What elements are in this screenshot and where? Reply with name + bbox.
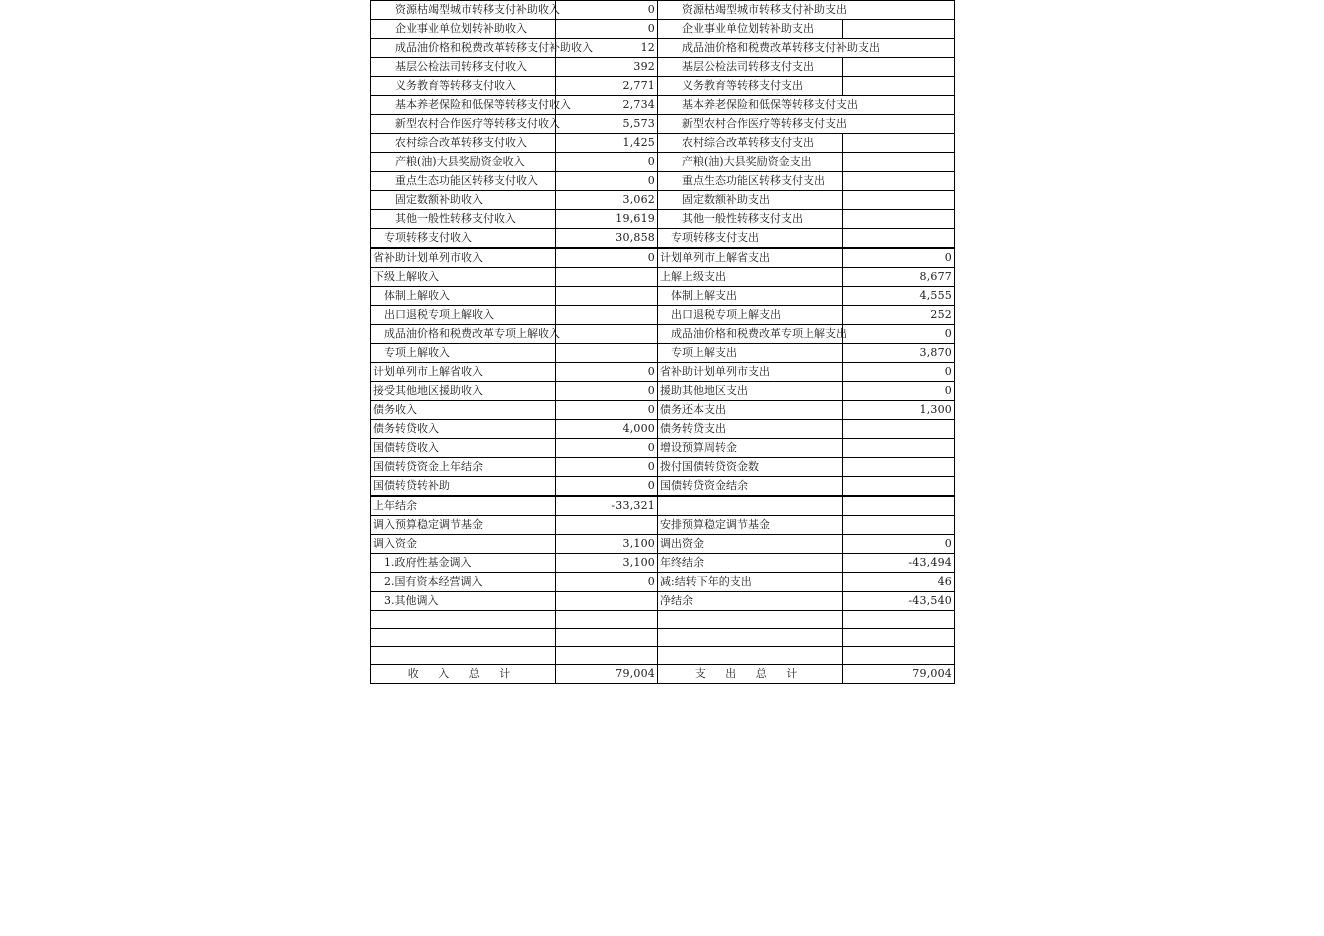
- table-row: [371, 153, 955, 172]
- income-total-label: 收 入 总 计: [371, 665, 556, 684]
- income-item-value: 0: [556, 573, 658, 592]
- expense-item-label: 调出资金: [658, 535, 843, 554]
- expense-item-label: 援助其他地区支出: [658, 382, 843, 401]
- income-item-value: [556, 592, 658, 611]
- expense-item-label: 新型农村合作医疗等转移支付支出: [658, 115, 955, 134]
- expense-item-label: 农村综合改革转移支付支出: [658, 134, 843, 153]
- table-row: [371, 248, 955, 268]
- income-item-label: 资源枯竭型城市转移支付补助收入: [371, 1, 556, 20]
- table-row: [371, 363, 955, 382]
- table-row: [371, 554, 955, 573]
- expense-item-label: 成品油价格和税费改革专项上解支出: [658, 325, 843, 344]
- expense-item-label: 年终结余: [658, 554, 843, 573]
- expense-item-value: [843, 516, 955, 535]
- budget-table: [370, 0, 955, 684]
- income-item-value: [556, 647, 658, 665]
- expense-item-label: 安排预算稳定调节基金: [658, 516, 843, 535]
- expense-item-label: 计划单列市上解省支出: [658, 248, 843, 268]
- income-item-value: 0: [556, 477, 658, 497]
- income-item-value: 0: [556, 382, 658, 401]
- income-item-label: [371, 629, 556, 647]
- income-item-label: 国债转贷转补助: [371, 477, 556, 497]
- expense-item-label: 上解上级支出: [658, 268, 843, 287]
- income-item-value: [556, 306, 658, 325]
- expense-item-value: [843, 172, 955, 191]
- expense-item-label: 债务转贷支出: [658, 420, 843, 439]
- income-item-value: 19,619: [556, 210, 658, 229]
- income-item-label: 国债转贷资金上年结余: [371, 458, 556, 477]
- expense-item-label: 企业事业单位划转补助支出: [658, 20, 843, 39]
- income-item-value: 0: [556, 248, 658, 268]
- expense-item-value: [843, 210, 955, 229]
- income-item-label: 调入资金: [371, 535, 556, 554]
- expense-item-value: -43,540: [843, 592, 955, 611]
- table-row: [371, 229, 955, 249]
- expense-item-value: [843, 420, 955, 439]
- table-row: [371, 535, 955, 554]
- expense-item-value: [843, 647, 955, 665]
- expense-item-label: 基本养老保险和低保等转移支付支出: [658, 96, 955, 115]
- table-row: [371, 325, 955, 344]
- expense-item-label: 其他一般性转移支付支出: [658, 210, 843, 229]
- income-item-label: 专项上解收入: [371, 344, 556, 363]
- expense-item-label: [658, 629, 843, 647]
- table-row: [371, 611, 955, 629]
- income-item-value: 3,100: [556, 535, 658, 554]
- expense-item-value: [843, 20, 955, 39]
- income-item-value: 0: [556, 20, 658, 39]
- expense-item-value: 8,677: [843, 268, 955, 287]
- expense-item-label: 减:结转下年的支出: [658, 573, 843, 592]
- income-item-label: 专项转移支付收入: [371, 229, 556, 249]
- budget-sheet: [370, 0, 954, 684]
- expense-item-value: 3,870: [843, 344, 955, 363]
- table-row: [371, 573, 955, 592]
- table-row: [371, 477, 955, 497]
- income-item-value: 1,425: [556, 134, 658, 153]
- income-item-value: -33,321: [556, 496, 658, 516]
- income-item-label: 重点生态功能区转移支付收入: [371, 172, 556, 191]
- expense-item-label: 基层公检法司转移支付支出: [658, 58, 843, 77]
- income-item-label: [371, 611, 556, 629]
- expense-item-label: 体制上解支出: [658, 287, 843, 306]
- expense-item-value: [843, 134, 955, 153]
- expense-item-label: 专项转移支付支出: [658, 229, 843, 249]
- expense-item-label: 重点生态功能区转移支付支出: [658, 172, 843, 191]
- income-item-value: [556, 516, 658, 535]
- income-item-label: 计划单列市上解省收入: [371, 363, 556, 382]
- income-item-label: 体制上解收入: [371, 287, 556, 306]
- income-item-value: 0: [556, 1, 658, 20]
- expense-item-label: [658, 647, 843, 665]
- income-item-label: 产粮(油)大县奖励资金收入: [371, 153, 556, 172]
- table-row: [371, 382, 955, 401]
- expense-item-label: 增设预算周转金: [658, 439, 843, 458]
- expense-item-value: 0: [843, 382, 955, 401]
- income-item-label: 成品油价格和税费改革专项上解收入: [371, 325, 556, 344]
- expense-item-label: 国债转贷资金结余: [658, 477, 843, 497]
- table-row: [371, 39, 955, 58]
- income-item-label: 企业事业单位划转补助收入: [371, 20, 556, 39]
- expense-item-value: [843, 496, 955, 516]
- table-row: [371, 516, 955, 535]
- income-item-label: [371, 647, 556, 665]
- income-item-value: [556, 325, 658, 344]
- table-row: [371, 306, 955, 325]
- table-row: [371, 115, 955, 134]
- table-row: [371, 439, 955, 458]
- income-item-value: 0: [556, 401, 658, 420]
- income-item-label: 债务收入: [371, 401, 556, 420]
- income-item-label: 固定数额补助收入: [371, 191, 556, 210]
- expense-item-value: [843, 611, 955, 629]
- income-item-value: [556, 611, 658, 629]
- table-row: [371, 20, 955, 39]
- income-item-label: 农村综合改革转移支付收入: [371, 134, 556, 153]
- income-item-value: 0: [556, 363, 658, 382]
- table-row: [371, 458, 955, 477]
- table-row: [371, 344, 955, 363]
- income-item-label: 省补助计划单列市收入: [371, 248, 556, 268]
- expense-item-value: 0: [843, 363, 955, 382]
- table-row: [371, 420, 955, 439]
- expense-item-label: 债务还本支出: [658, 401, 843, 420]
- income-item-value: 0: [556, 172, 658, 191]
- expense-total-label: 支 出 总 计: [658, 665, 843, 684]
- income-item-value: 0: [556, 458, 658, 477]
- expense-item-value: [843, 153, 955, 172]
- expense-item-label: 义务教育等转移支付支出: [658, 77, 843, 96]
- expense-item-value: 252: [843, 306, 955, 325]
- income-item-value: [556, 268, 658, 287]
- income-item-value: [556, 629, 658, 647]
- table-row: [371, 592, 955, 611]
- expense-item-label: 专项上解支出: [658, 344, 843, 363]
- income-item-label: 基本养老保险和低保等转移支付收入: [371, 96, 556, 115]
- expense-item-label: 产粮(油)大县奖励资金支出: [658, 153, 843, 172]
- expense-item-label: 成品油价格和税费改革转移支付补助支出: [658, 39, 955, 58]
- expense-item-value: [843, 458, 955, 477]
- expense-item-value: [843, 439, 955, 458]
- income-item-value: 5,573: [556, 115, 658, 134]
- income-item-label: 2.国有资本经营调入: [371, 573, 556, 592]
- expense-item-value: -43,494: [843, 554, 955, 573]
- expense-item-value: [843, 58, 955, 77]
- totals-row: [371, 665, 955, 684]
- expense-item-label: [658, 611, 843, 629]
- expense-item-label: 资源枯竭型城市转移支付补助支出: [658, 1, 955, 20]
- income-item-value: [556, 344, 658, 363]
- income-item-value: 3,100: [556, 554, 658, 573]
- table-row: [371, 172, 955, 191]
- income-item-label: 上年结余: [371, 496, 556, 516]
- income-item-label: 接受其他地区援助收入: [371, 382, 556, 401]
- income-item-value: 2,771: [556, 77, 658, 96]
- income-item-label: 3.其他调入: [371, 592, 556, 611]
- table-row: [371, 268, 955, 287]
- expense-item-label: 净结余: [658, 592, 843, 611]
- income-item-label: 国债转贷收入: [371, 439, 556, 458]
- income-item-label: 其他一般性转移支付收入: [371, 210, 556, 229]
- income-item-label: 义务教育等转移支付收入: [371, 77, 556, 96]
- expense-item-label: 固定数额补助支出: [658, 191, 843, 210]
- income-item-label: 新型农村合作医疗等转移支付收入: [371, 115, 556, 134]
- expense-item-value: [843, 477, 955, 497]
- table-row: [371, 401, 955, 420]
- expense-item-value: [843, 629, 955, 647]
- expense-item-label: 出口退税专项上解支出: [658, 306, 843, 325]
- income-item-value: [556, 287, 658, 306]
- table-row: [371, 629, 955, 647]
- expense-item-value: 46: [843, 573, 955, 592]
- income-item-value: 12: [556, 39, 658, 58]
- income-item-label: 1.政府性基金调入: [371, 554, 556, 573]
- income-item-label: 调入预算稳定调节基金: [371, 516, 556, 535]
- table-row: [371, 191, 955, 210]
- expense-item-value: 0: [843, 325, 955, 344]
- table-row: [371, 77, 955, 96]
- income-item-label: 出口退税专项上解收入: [371, 306, 556, 325]
- income-item-value: 2,734: [556, 96, 658, 115]
- table-row: [371, 647, 955, 665]
- table-row: [371, 287, 955, 306]
- income-item-value: 0: [556, 153, 658, 172]
- expense-item-value: [843, 229, 955, 249]
- expense-item-label: 省补助计划单列市支出: [658, 363, 843, 382]
- income-item-value: 0: [556, 439, 658, 458]
- expense-item-value: 4,555: [843, 287, 955, 306]
- income-item-value: 4,000: [556, 420, 658, 439]
- expense-item-label: 拨付国债转贷资金数: [658, 458, 843, 477]
- table-row: [371, 210, 955, 229]
- table-row: [371, 134, 955, 153]
- income-item-label: 成品油价格和税费改革转移支付补助收入: [371, 39, 556, 58]
- table-row: [371, 58, 955, 77]
- expense-total-value: 79,004: [843, 665, 955, 684]
- income-item-value: 3,062: [556, 191, 658, 210]
- expense-item-value: [843, 191, 955, 210]
- expense-item-value: 0: [843, 248, 955, 268]
- table-row: [371, 96, 955, 115]
- table-row: [371, 496, 955, 516]
- expense-item-label: [658, 496, 843, 516]
- expense-item-value: 1,300: [843, 401, 955, 420]
- budget-rows: [371, 1, 955, 665]
- expense-item-value: 0: [843, 535, 955, 554]
- table-row: [371, 1, 955, 20]
- income-total-value: 79,004: [556, 665, 658, 684]
- income-item-value: 30,858: [556, 229, 658, 249]
- income-item-label: 下级上解收入: [371, 268, 556, 287]
- expense-item-value: [843, 77, 955, 96]
- income-item-label: 基层公检法司转移支付收入: [371, 58, 556, 77]
- income-item-value: 392: [556, 58, 658, 77]
- income-item-label: 债务转贷收入: [371, 420, 556, 439]
